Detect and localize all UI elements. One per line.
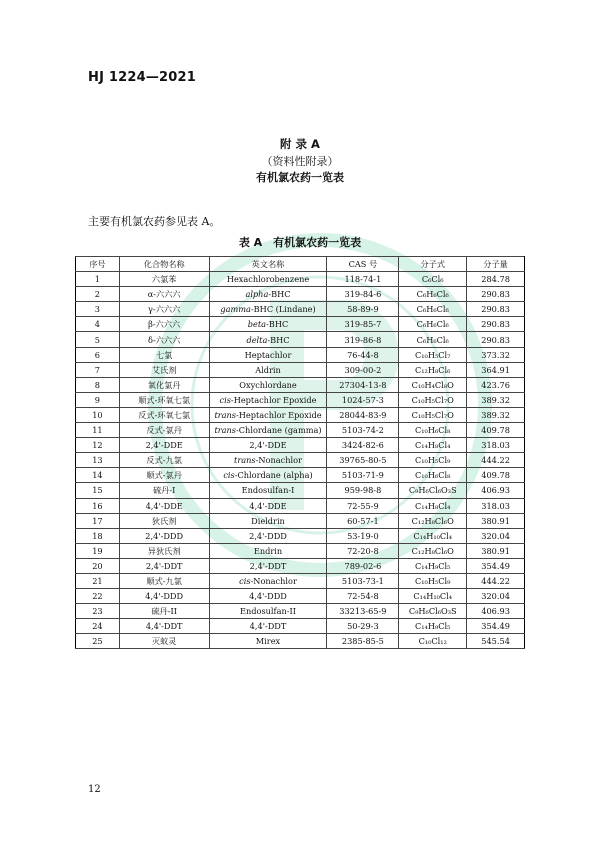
cell-cas: 39765-80-5 [327, 453, 399, 468]
english-name-main: Hexachlorobenzene [226, 274, 310, 285]
cell-formula: C₆H₆Cl₆ [399, 332, 467, 347]
cell-formula: C₁₂H₈Cl₆O [399, 513, 467, 528]
cell-formula: C₁₀H₅Cl₇ [399, 347, 467, 362]
cell-no: 3 [76, 302, 120, 317]
table-row [76, 392, 525, 407]
english-name-main: Heptachlor [244, 349, 292, 360]
cell-english-name [209, 604, 327, 619]
cell-chinese-name: 六氯苯 [119, 272, 209, 287]
table-row [76, 438, 525, 453]
cell-english-name [209, 377, 327, 392]
table-body [76, 272, 525, 649]
english-name-prefix: cis [223, 470, 235, 481]
cell-molecular-weight: 373.32 [467, 347, 525, 362]
cell-english-name [209, 332, 327, 347]
table-row [76, 558, 525, 573]
cell-english-name [209, 573, 327, 588]
english-name-main: 2,4'-DDT [249, 560, 287, 571]
cell-formula: C₁₀H₆Cl₈ [399, 423, 467, 438]
cell-english-name [209, 347, 327, 362]
standard-code: HJ 1224—2021 [88, 70, 197, 85]
cell-english-name [209, 453, 327, 468]
english-name-main: Endosulfan-II [240, 606, 296, 617]
cell-english-name [209, 287, 327, 302]
header-english-name: 英文名称 [209, 257, 327, 272]
cell-cas: 28044-83-9 [327, 407, 399, 422]
cell-chinese-name: 硫丹-II [119, 604, 209, 619]
table-row [76, 604, 525, 619]
cell-no: 23 [76, 604, 120, 619]
header-formula: 分子式 [399, 257, 467, 272]
table-row [76, 543, 525, 558]
cell-no: 15 [76, 483, 120, 498]
cell-molecular-weight: 318.03 [467, 498, 525, 513]
cell-english-name [209, 483, 327, 498]
english-name-main: 4,4'-DDE [249, 500, 287, 511]
cell-no: 22 [76, 589, 120, 604]
cell-molecular-weight: 409.78 [467, 423, 525, 438]
cell-chinese-name: γ-六六六 [119, 302, 209, 317]
english-name-main: 2,4'-DDD [249, 530, 287, 541]
cell-english-name [209, 272, 327, 287]
cell-chinese-name: 狄氏剂 [119, 513, 209, 528]
table-row [76, 573, 525, 588]
english-name-main: 2,4'-DDE [249, 440, 287, 451]
cell-chinese-name: 七氯 [119, 347, 209, 362]
header-chinese-name: 化合物名称 [119, 257, 209, 272]
cell-no: 12 [76, 438, 120, 453]
cell-molecular-weight: 320.04 [467, 528, 525, 543]
english-name-prefix: gamma [220, 304, 251, 315]
cell-molecular-weight: 290.83 [467, 287, 525, 302]
cell-english-name [209, 362, 327, 377]
cell-molecular-weight: 290.83 [467, 332, 525, 347]
cell-molecular-weight: 406.93 [467, 483, 525, 498]
cell-english-name [209, 543, 327, 558]
cell-no: 19 [76, 543, 120, 558]
english-name-main: -BHC [267, 334, 290, 345]
english-name-prefix: alpha [245, 289, 269, 300]
cell-molecular-weight: 423.76 [467, 377, 525, 392]
cell-chinese-name: 顺式-氯丹 [119, 468, 209, 483]
cell-cas: 60-57-1 [327, 513, 399, 528]
table-row [76, 483, 525, 498]
cell-english-name [209, 302, 327, 317]
cell-molecular-weight: 284.78 [467, 272, 525, 287]
cell-formula: C₆H₆Cl₆ [399, 287, 467, 302]
cell-english-name [209, 619, 327, 634]
cell-cas: 5103-73-1 [327, 573, 399, 588]
table-caption: 表 A 有机氯农药一览表 [238, 236, 362, 249]
cell-chinese-name: 4,4'-DDE [119, 498, 209, 513]
cell-cas: 959-98-8 [327, 483, 399, 498]
cell-cas: 58-89-9 [327, 302, 399, 317]
cell-molecular-weight: 406.93 [467, 604, 525, 619]
cell-no: 11 [76, 423, 120, 438]
cell-molecular-weight: 545.54 [467, 634, 525, 649]
english-name-main: -Chlordane (alpha) [234, 470, 313, 481]
cell-no: 24 [76, 619, 120, 634]
cell-formula: C₁₀H₄Cl₈O [399, 377, 467, 392]
english-name-main: 4,4'-DDD [249, 591, 287, 602]
cell-chinese-name: 灭蚁灵 [119, 634, 209, 649]
cell-no: 13 [76, 453, 120, 468]
cell-cas: 3424-82-6 [327, 438, 399, 453]
cell-chinese-name: 异狄氏剂 [119, 543, 209, 558]
cell-molecular-weight: 380.91 [467, 513, 525, 528]
cell-cas: 118-74-1 [327, 272, 399, 287]
cell-chinese-name: α-六六六 [119, 287, 209, 302]
cell-cas: 2385-85-5 [327, 634, 399, 649]
cell-english-name [209, 468, 327, 483]
english-name-prefix: cis [219, 394, 231, 405]
cell-no: 21 [76, 573, 120, 588]
cell-cas: 72-54-8 [327, 589, 399, 604]
cell-formula: C₁₀H₅Cl₇O [399, 407, 467, 422]
cell-english-name [209, 407, 327, 422]
cell-no: 20 [76, 558, 120, 573]
english-name-main: Endrin [253, 545, 283, 556]
cell-molecular-weight: 409.78 [467, 468, 525, 483]
table-row [76, 589, 525, 604]
cell-no: 14 [76, 468, 120, 483]
english-name-main: -BHC (Lindane) [250, 304, 316, 315]
cell-formula: C₁₄H₈Cl₄ [399, 438, 467, 453]
cell-chinese-name: 顺式-九氯 [119, 573, 209, 588]
cell-cas: 72-55-9 [327, 498, 399, 513]
cell-no: 17 [76, 513, 120, 528]
cell-molecular-weight: 354.49 [467, 558, 525, 573]
cell-molecular-weight: 364.91 [467, 362, 525, 377]
cell-english-name [209, 423, 327, 438]
cell-molecular-weight: 444.22 [467, 573, 525, 588]
english-name-main: Endosulfan-I [241, 485, 295, 496]
appendix-title: 附 录 A [280, 137, 320, 151]
english-name-prefix: trans [234, 455, 256, 466]
english-name-main: 4,4'-DDT [249, 621, 287, 632]
cell-cas: 789-02-6 [327, 558, 399, 573]
header-cas: CAS 号 [327, 257, 399, 272]
cell-chinese-name: 硫丹-I [119, 483, 209, 498]
english-name-main: -Chlordane (gamma) [236, 425, 322, 436]
cell-cas: 53-19-0 [327, 528, 399, 543]
cell-molecular-weight: 389.32 [467, 407, 525, 422]
cell-cas: 76-44-8 [327, 347, 399, 362]
cell-formula: C₆H₆Cl₆ [399, 302, 467, 317]
cell-chinese-name: 4,4'-DDT [119, 619, 209, 634]
cell-cas: 319-84-6 [327, 287, 399, 302]
appendix-subject: 有机氯农药一览表 [256, 171, 344, 184]
cell-english-name [209, 589, 327, 604]
cell-molecular-weight: 444.22 [467, 453, 525, 468]
english-name-main: -BHC [268, 289, 291, 300]
cell-cas: 1024-57-3 [327, 392, 399, 407]
cell-no: 7 [76, 362, 120, 377]
cell-molecular-weight: 354.49 [467, 619, 525, 634]
cell-formula: C₁₀H₅Cl₇O [399, 392, 467, 407]
cell-formula: C₁₀Cl₁₂ [399, 634, 467, 649]
table-row [76, 619, 525, 634]
table-row [76, 362, 525, 377]
cell-cas: 33213-65-9 [327, 604, 399, 619]
english-name-prefix: trans [214, 409, 236, 420]
table-row [76, 287, 525, 302]
cell-english-name [209, 558, 327, 573]
cell-formula: C₉H₆Cl₆O₃S [399, 604, 467, 619]
cell-english-name [209, 498, 327, 513]
table-row [76, 513, 525, 528]
table-row [76, 453, 525, 468]
cell-chinese-name: 反式-九氯 [119, 453, 209, 468]
english-name-prefix: cis [239, 576, 251, 587]
cell-formula: C₉H₆Cl₆O₃S [399, 483, 467, 498]
cell-chinese-name: 顺式-环氧七氯 [119, 392, 209, 407]
cell-no: 6 [76, 347, 120, 362]
table-row [76, 377, 525, 392]
cell-no: 8 [76, 377, 120, 392]
table-row [76, 302, 525, 317]
cell-formula: C₁₀H₅Cl₉ [399, 573, 467, 588]
cell-formula: C₁₂H₈Cl₆O [399, 543, 467, 558]
cell-english-name [209, 317, 327, 332]
table-row [76, 498, 525, 513]
english-name-main: -Nonachlor [250, 576, 297, 587]
cell-formula: C₁₄H₁₀Cl₄ [399, 589, 467, 604]
cell-english-name [209, 392, 327, 407]
cell-cas: 5103-71-9 [327, 468, 399, 483]
cell-formula: C₁₂H₈Cl₆ [399, 362, 467, 377]
cell-english-name [209, 634, 327, 649]
table-row [76, 347, 525, 362]
cell-formula: C₆H₆Cl₆ [399, 317, 467, 332]
cell-cas: 319-86-8 [327, 332, 399, 347]
table-row [76, 468, 525, 483]
cell-no: 16 [76, 498, 120, 513]
header-no: 序号 [76, 257, 120, 272]
cell-no: 18 [76, 528, 120, 543]
cell-chinese-name: β-六六六 [119, 317, 209, 332]
cell-chinese-name: 2,4'-DDE [119, 438, 209, 453]
table-row [76, 272, 525, 287]
english-name-main: Oxychlordane [239, 379, 297, 390]
english-name-main: Dieldrin [251, 515, 285, 526]
cell-chinese-name: 氧化氯丹 [119, 377, 209, 392]
table-row [76, 332, 525, 347]
english-name-main: -Nonachlor [255, 455, 302, 466]
cell-chinese-name: 2,4'-DDT [119, 558, 209, 573]
cell-english-name [209, 513, 327, 528]
cell-chinese-name: 2,4'-DDD [119, 528, 209, 543]
cell-cas: 5103-74-2 [327, 423, 399, 438]
english-name-main: -Heptachlor Epoxide [230, 394, 317, 405]
cell-chinese-name: 反式-氯丹 [119, 423, 209, 438]
cell-formula: C₁₄H₉Cl₅ [399, 619, 467, 634]
english-name-main: Aldrin [255, 364, 281, 375]
intro-text: 主要有机氯农药参见表 A。 [88, 215, 221, 228]
cell-cas: 50-29-3 [327, 619, 399, 634]
english-name-main: Mirex [255, 636, 281, 647]
table-row [76, 634, 525, 649]
cell-chinese-name: 4,4'-DDD [119, 589, 209, 604]
cell-formula: C₁₄H₈Cl₄ [399, 498, 467, 513]
cell-molecular-weight: 320.04 [467, 589, 525, 604]
cell-no: 2 [76, 287, 120, 302]
cell-no: 5 [76, 332, 120, 347]
cell-english-name [209, 438, 327, 453]
pesticide-table [75, 256, 525, 649]
english-name-prefix: trans [214, 425, 237, 436]
table-row [76, 423, 525, 438]
cell-molecular-weight: 290.83 [467, 317, 525, 332]
english-name-main: -Heptachlor Epoxide [236, 409, 322, 420]
cell-chinese-name: δ-六六六 [119, 332, 209, 347]
cell-no: 1 [76, 272, 120, 287]
cell-molecular-weight: 290.83 [467, 302, 525, 317]
cell-formula: C₆Cl₆ [399, 272, 467, 287]
cell-cas: 319-85-7 [327, 317, 399, 332]
english-name-prefix: delta [246, 334, 268, 345]
cell-molecular-weight: 318.03 [467, 438, 525, 453]
cell-no: 4 [76, 317, 120, 332]
appendix-nature: （资料性附录） [261, 155, 339, 168]
cell-molecular-weight: 389.32 [467, 392, 525, 407]
page-number: 12 [88, 784, 101, 795]
cell-molecular-weight: 380.91 [467, 543, 525, 558]
table-row [76, 317, 525, 332]
cell-cas: 72-20-8 [327, 543, 399, 558]
english-name-main: -BHC [266, 319, 289, 330]
cell-english-name [209, 528, 327, 543]
table-header-row [76, 257, 525, 272]
cell-formula: C₁₀H₅Cl₉ [399, 453, 467, 468]
table-row [76, 407, 525, 422]
header-molecular-weight: 分子量 [467, 257, 525, 272]
english-name-prefix: beta [247, 319, 267, 330]
cell-formula: C₁₄H₁₀Cl₄ [399, 528, 467, 543]
cell-formula: C₁₄H₉Cl₅ [399, 558, 467, 573]
cell-formula: C₁₀H₆Cl₈ [399, 468, 467, 483]
cell-no: 25 [76, 634, 120, 649]
table-row [76, 528, 525, 543]
cell-no: 9 [76, 392, 120, 407]
cell-cas: 309-00-2 [327, 362, 399, 377]
cell-no: 10 [76, 407, 120, 422]
cell-chinese-name: 反式-环氧七氯 [119, 407, 209, 422]
cell-chinese-name: 艾氏剂 [119, 362, 209, 377]
cell-cas: 27304-13-8 [327, 377, 399, 392]
